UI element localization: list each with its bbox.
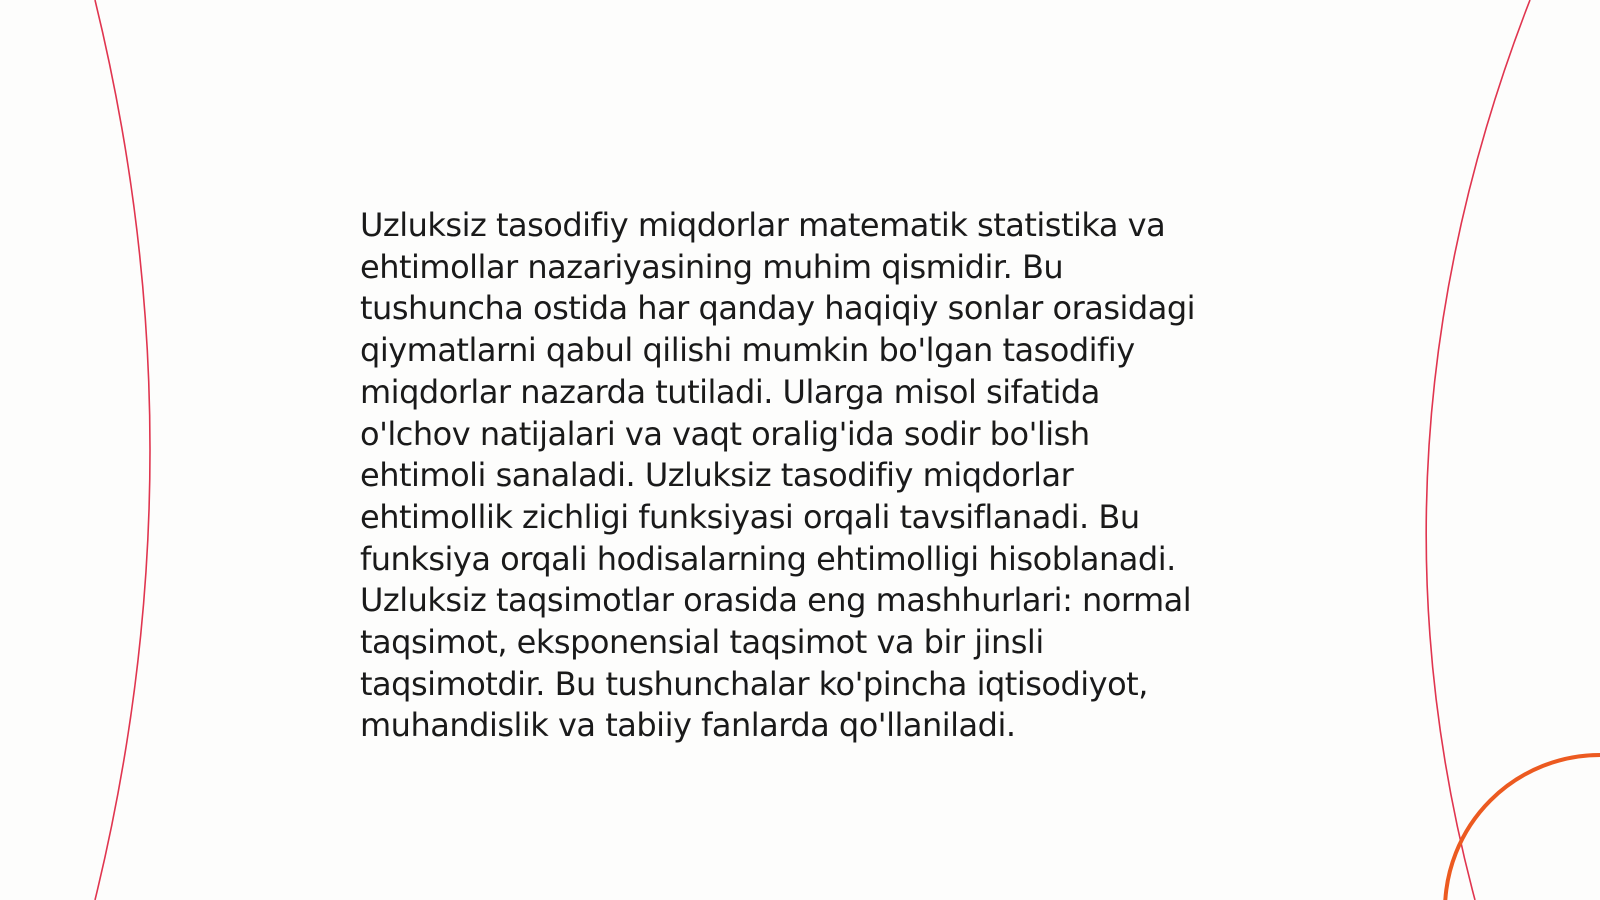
text-line: miqdorlar nazarda tutiladi. Ularga misol sifatida [360, 372, 1100, 411]
body-paragraph [360, 205, 1250, 747]
text-line: o'lchov natijalari va vaqt oralig'ida sodir bo'lish [360, 414, 1090, 453]
text-line: Uzluksiz tasodifiy miqdorlar matematik statistika va [360, 206, 1166, 244]
right-curve-line [1426, 0, 1530, 900]
accent-circle-outline [1445, 755, 1600, 900]
text-line: muhandislik va tabiiy fanlarda qo'llaniladi. [360, 706, 1016, 745]
text-line: ehtimollik zichligi funksiyasi orqali tavsiflanadi. Bu [360, 497, 1140, 536]
text-line: taqsimot, eksponensial taqsimot va bir jinsli [360, 623, 1044, 662]
text-line: qiymatlarni qabul qilishi mumkin bo'lgan tasodifiy [360, 331, 1135, 370]
text-line: funksiya orqali hodisalarning ehtimolligi hisoblanadi. [360, 539, 1176, 578]
text-line: tushuncha ostida har qanday haqiqiy sonlar orasidagi [360, 289, 1196, 328]
text-line: taqsimotdir. Bu tushunchalar ko'pincha iqtisodiyot, [360, 664, 1148, 703]
text-line: Uzluksiz taqsimotlar orasida eng mashhurlari: normal [360, 581, 1192, 620]
text-line: ehtimollar nazariyasining muhim qismidir. Bu [360, 247, 1064, 286]
left-curve-line [95, 0, 150, 900]
text-line: ehtimoli sanaladi. Uzluksiz tasodifiy miqdorlar [360, 456, 1074, 495]
